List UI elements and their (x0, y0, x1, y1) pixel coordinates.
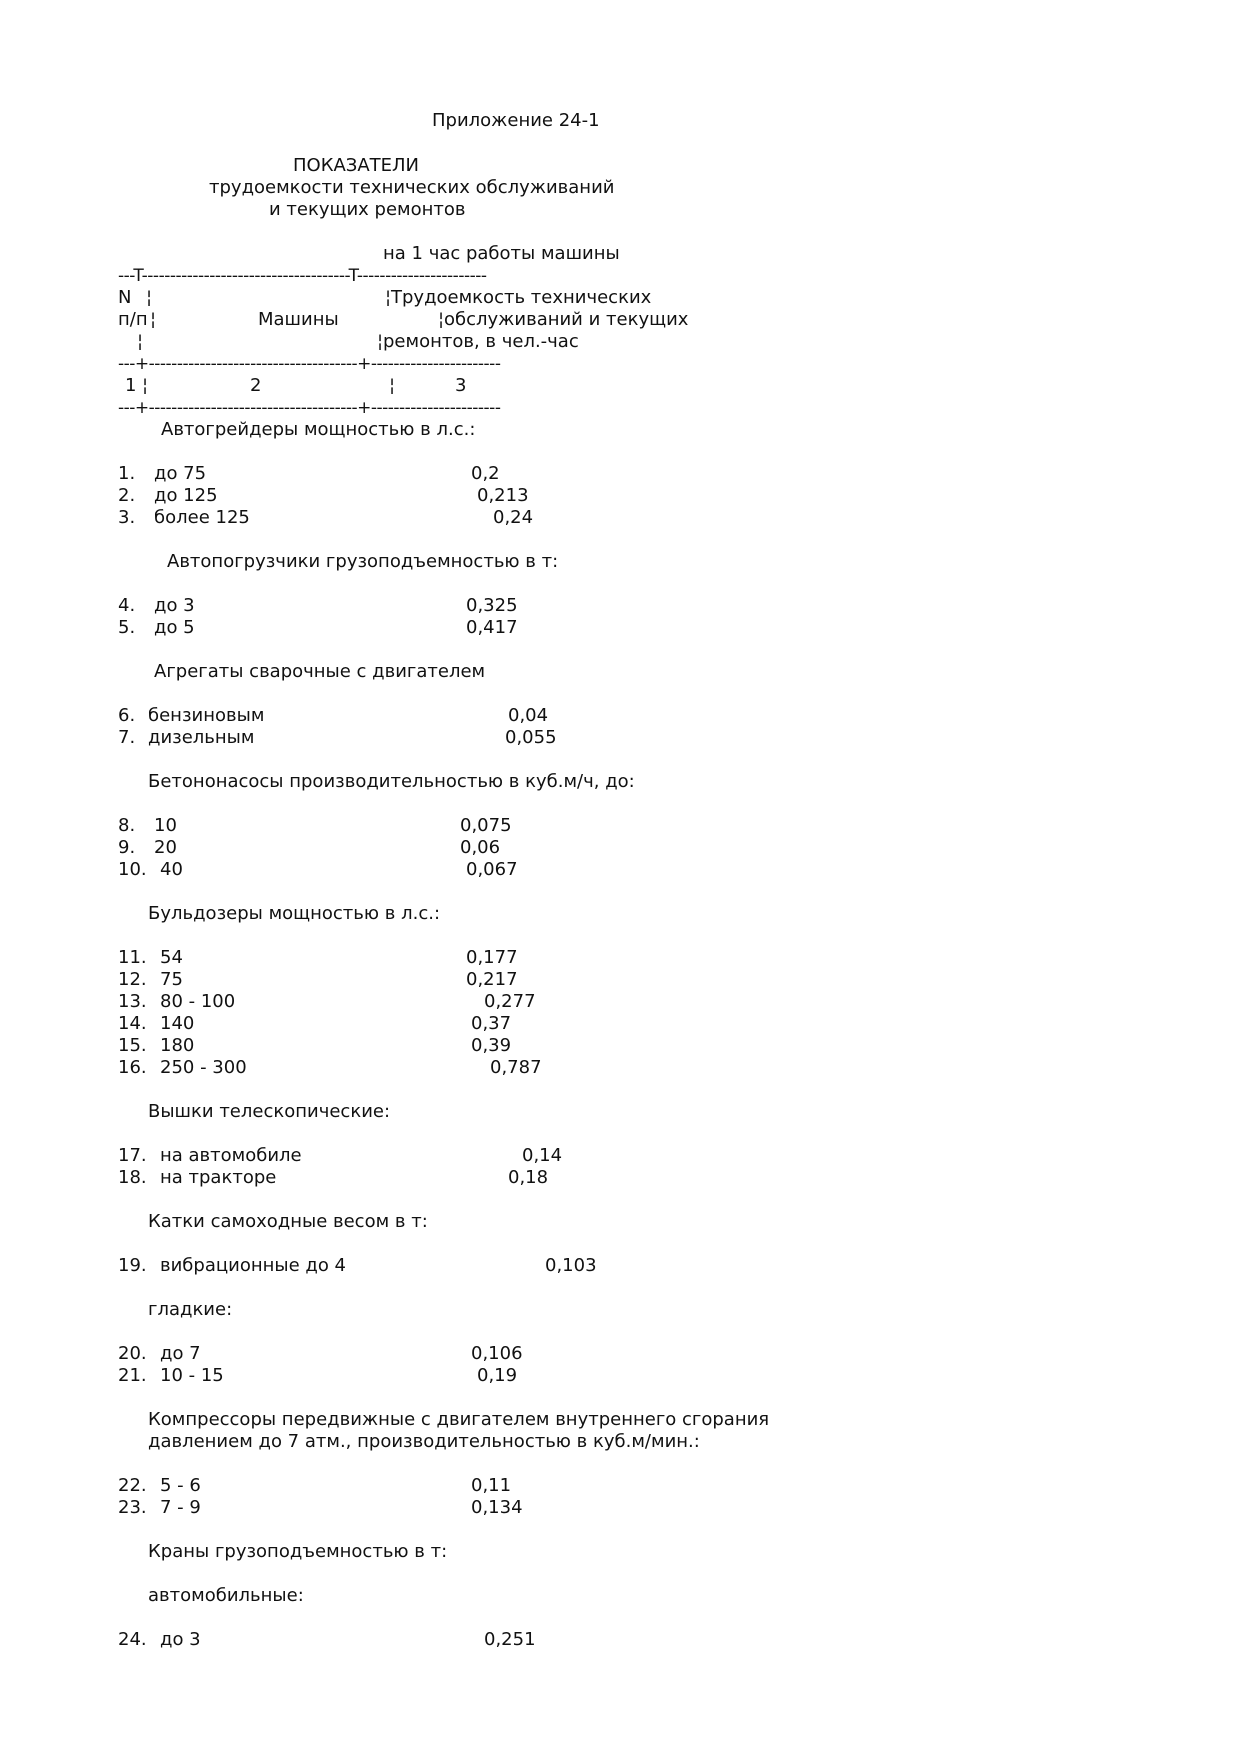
group-heading: Компрессоры передвижные с двигателем внутреннего сгорания (148, 1409, 770, 1430)
row-value: 0,06 (460, 837, 501, 858)
col-num-3: 3 (455, 375, 467, 396)
row-name: 5 - 6 (160, 1475, 201, 1496)
row-name: бензиновым (148, 705, 265, 726)
title-line-1: ПОКАЗАТЕЛИ (293, 155, 420, 176)
row-num: 9. (118, 837, 136, 858)
row-num: 21. (118, 1365, 147, 1386)
row-value: 0,251 (484, 1629, 536, 1650)
header-sep: ¦ (389, 375, 396, 396)
group-heading: Катки самоходные весом в т: (148, 1211, 428, 1232)
row-value: 0,217 (466, 969, 518, 990)
row-name: 40 (160, 859, 183, 880)
row-num: 17. (118, 1145, 147, 1166)
row-name: на автомобиле (160, 1145, 302, 1166)
row-name: более 125 (154, 507, 250, 528)
header-labor-line-2: обслуживаний и текущих (444, 309, 689, 330)
row-value: 0,37 (471, 1013, 512, 1034)
row-name: до 7 (160, 1343, 201, 1364)
row-value: 0,134 (471, 1497, 523, 1518)
row-num: 14. (118, 1013, 147, 1034)
row-name: 10 (154, 815, 177, 836)
row-num: 16. (118, 1057, 147, 1078)
col-num-2: 2 (250, 375, 262, 396)
row-value: 0,325 (466, 595, 518, 616)
row-value: 0,18 (508, 1167, 549, 1188)
group-heading: Краны грузоподъемностью в т: (148, 1541, 448, 1562)
row-name: 54 (160, 947, 183, 968)
row-num: 22. (118, 1475, 147, 1496)
row-value: 0,103 (545, 1255, 597, 1276)
row-value: 0,24 (493, 507, 534, 528)
title-line-3: и текущих ремонтов (269, 199, 466, 220)
row-num: 7. (118, 727, 136, 748)
row-num: 6. (118, 705, 136, 726)
row-num: 12. (118, 969, 147, 990)
row-value: 0,067 (466, 859, 518, 880)
appendix-label: Приложение 24-1 (432, 110, 600, 131)
row-name: 250 - 300 (160, 1057, 247, 1078)
row-name: 7 - 9 (160, 1497, 201, 1518)
row-name: на тракторе (160, 1167, 277, 1188)
row-name: до 75 (154, 463, 207, 484)
row-name: 80 - 100 (160, 991, 236, 1012)
group-heading: Вышки телескопические: (148, 1101, 391, 1122)
group-heading: Бульдозеры мощностью в л.с.: (148, 903, 441, 924)
unit-note: на 1 час работы машины (383, 243, 620, 264)
row-value: 0,417 (466, 617, 518, 638)
row-num: 8. (118, 815, 136, 836)
header-sep: ¦ (146, 287, 153, 308)
group-heading-line-2: давлением до 7 атм., производительностью в куб.м/мин.: (148, 1431, 700, 1452)
header-num-line-2: п/п (118, 309, 148, 330)
row-num: 18. (118, 1167, 147, 1188)
header-labor-line-1: Трудоемкость технических (391, 287, 652, 308)
group-heading: Агрегаты сварочные с двигателем (154, 661, 486, 682)
row-value: 0,106 (471, 1343, 523, 1364)
header-sep: ¦ (142, 375, 149, 396)
row-name: до 3 (160, 1629, 201, 1650)
title-line-2: трудоемкости технических обслуживаний (209, 177, 615, 198)
row-name: до 5 (154, 617, 195, 638)
row-num: 20. (118, 1343, 147, 1364)
row-num: 19. (118, 1255, 147, 1276)
rule-mid: ---+-------------------------------------+----------------------- (118, 354, 501, 374)
row-value: 0,2 (471, 463, 500, 484)
row-name: 180 (160, 1035, 195, 1056)
header-sep: ¦ (438, 309, 445, 330)
row-name: 140 (160, 1013, 195, 1034)
group-heading: гладкие: (148, 1299, 233, 1320)
row-num: 3. (118, 507, 136, 528)
row-value: 0,39 (471, 1035, 512, 1056)
header-labor-line-3: ремонтов, в чел.-час (383, 331, 579, 352)
row-num: 13. (118, 991, 147, 1012)
header-sep: ¦ (150, 309, 157, 330)
row-name: до 3 (154, 595, 195, 616)
row-num: 23. (118, 1497, 147, 1518)
row-name: вибрационные до 4 (160, 1255, 347, 1276)
row-num: 15. (118, 1035, 147, 1056)
group-heading: Бетононасосы производительностью в куб.м/ч, до: (148, 771, 635, 792)
row-name: 10 - 15 (160, 1365, 224, 1386)
row-value: 0,277 (484, 991, 536, 1012)
row-name: 20 (154, 837, 177, 858)
row-value: 0,04 (508, 705, 549, 726)
row-name: до 125 (154, 485, 218, 506)
row-num: 5. (118, 617, 136, 638)
row-value: 0,213 (477, 485, 529, 506)
row-num: 4. (118, 595, 136, 616)
row-num: 11. (118, 947, 147, 968)
header-sep: ¦ (385, 287, 392, 308)
row-value: 0,075 (460, 815, 512, 836)
rule-top: ---T-------------------------------------T----------------------- (118, 266, 487, 286)
row-name: дизельным (148, 727, 255, 748)
rule-bottom: ---+-------------------------------------+----------------------- (118, 398, 501, 418)
row-value: 0,787 (490, 1057, 542, 1078)
row-value: 0,11 (471, 1475, 512, 1496)
row-num: 10. (118, 859, 147, 880)
row-num: 24. (118, 1629, 147, 1650)
row-name: 75 (160, 969, 183, 990)
row-value: 0,19 (477, 1365, 518, 1386)
row-value: 0,177 (466, 947, 518, 968)
group-heading: Автогрейдеры мощностью в л.с.: (161, 419, 476, 440)
header-sep: ¦ (377, 331, 384, 352)
group-heading: автомобильные: (148, 1585, 304, 1606)
row-value: 0,14 (522, 1145, 563, 1166)
header-sep: ¦ (137, 331, 144, 352)
header-machines: Машины (258, 309, 339, 330)
row-num: 1. (118, 463, 136, 484)
row-value: 0,055 (505, 727, 557, 748)
header-num-line-1: N (118, 287, 132, 308)
row-num: 2. (118, 485, 136, 506)
group-heading: Автопогрузчики грузоподъемностью в т: (167, 551, 559, 572)
col-num-1: 1 (125, 375, 137, 396)
